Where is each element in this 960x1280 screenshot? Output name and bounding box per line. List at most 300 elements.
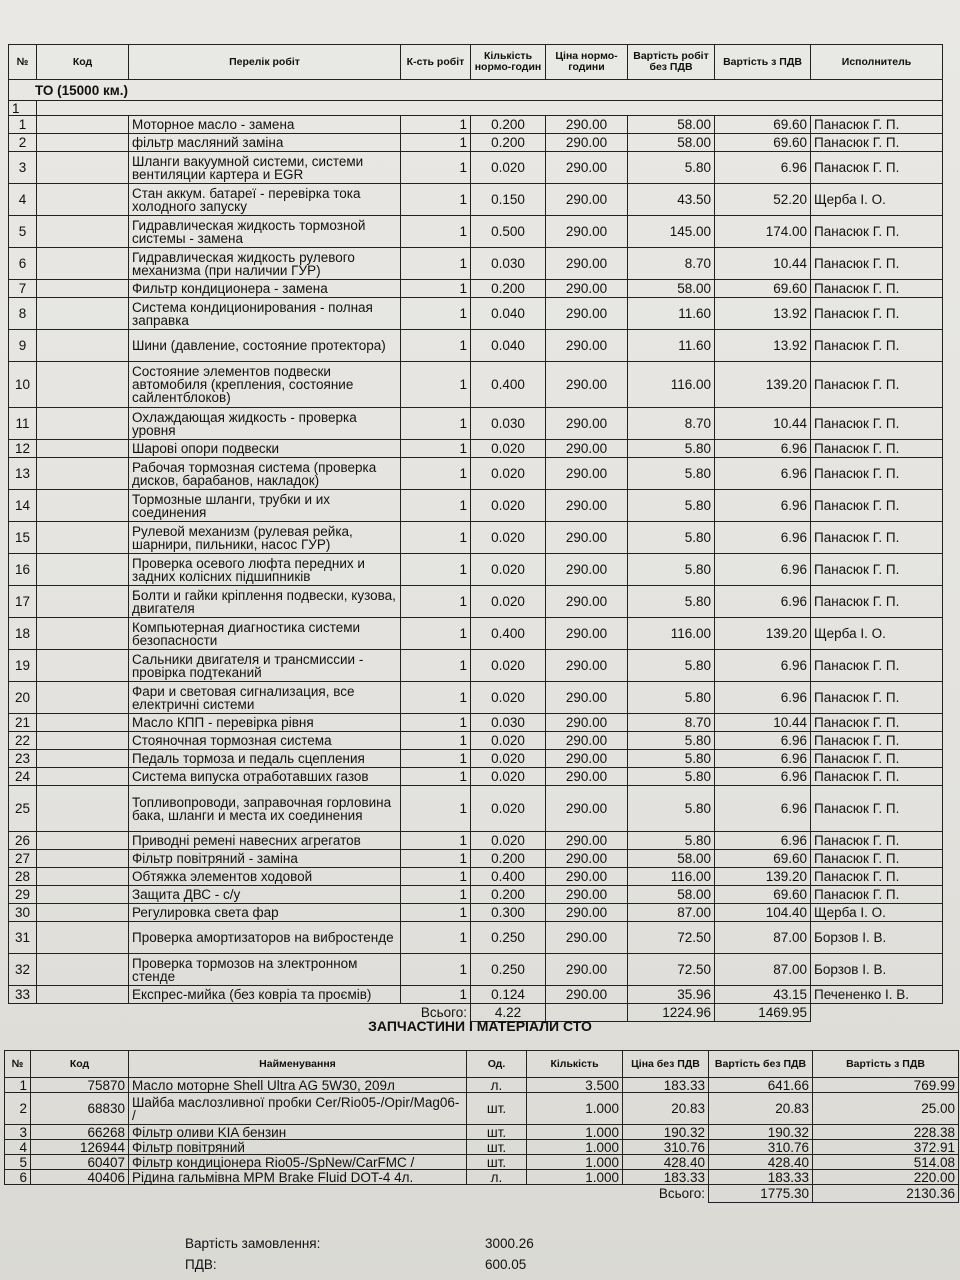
- works-table: [8, 44, 943, 1022]
- work-hours: 0.500: [471, 216, 546, 248]
- work-qty: 1: [401, 954, 471, 986]
- work-cost-vat: 69.60: [715, 280, 811, 298]
- work-num: 29: [9, 886, 37, 904]
- work-executor: Панасюк Г. П.: [811, 116, 943, 134]
- part-unit: шт.: [467, 1125, 527, 1140]
- work-num: 18: [9, 618, 37, 650]
- work-cost: 58.00: [628, 280, 715, 298]
- part-qty: 1.000: [527, 1155, 623, 1170]
- work-cost-vat: 10.44: [715, 248, 811, 280]
- work-num: 11: [9, 408, 37, 440]
- work-hours: 0.020: [471, 586, 546, 618]
- work-code: [37, 586, 129, 618]
- work-num: 1: [9, 116, 37, 134]
- work-row: [9, 586, 943, 618]
- col-hours: Кількість нормо-годин: [471, 45, 546, 80]
- work-num: 16: [9, 554, 37, 586]
- work-cost-vat: 6.96: [715, 650, 811, 682]
- work-hours: 0.020: [471, 490, 546, 522]
- work-executor: Панасюк Г. П.: [811, 330, 943, 362]
- work-code: [37, 732, 129, 750]
- parts-total-row: [5, 1185, 959, 1203]
- work-executor: Щерба І. О.: [811, 904, 943, 922]
- work-cost: 5.80: [628, 586, 715, 618]
- work-price: 290.00: [546, 682, 628, 714]
- part-price: 183.33: [623, 1078, 709, 1093]
- section-title: ТО (15000 км.): [9, 80, 943, 101]
- work-qty: 1: [401, 298, 471, 330]
- work-executor: Панасюк Г. П.: [811, 786, 943, 832]
- work-code: [37, 440, 129, 458]
- work-num: 19: [9, 650, 37, 682]
- work-code: [37, 954, 129, 986]
- work-cost: 5.80: [628, 650, 715, 682]
- work-name: Моторное масло - замена: [129, 116, 401, 134]
- work-hours: 0.400: [471, 868, 546, 886]
- work-hours: 0.020: [471, 152, 546, 184]
- parts-col-num: №: [5, 1051, 31, 1078]
- work-executor: Панасюк Г. П.: [811, 886, 943, 904]
- work-cost: 5.80: [628, 832, 715, 850]
- work-num: 10: [9, 362, 37, 408]
- work-code: [37, 786, 129, 832]
- works-total-label: Всього:: [420, 1005, 467, 1021]
- work-num: 24: [9, 768, 37, 786]
- parts-table: [4, 1050, 959, 1203]
- work-num: 12: [9, 440, 37, 458]
- work-hours: 0.030: [471, 714, 546, 732]
- part-code: 60407: [31, 1155, 129, 1170]
- order-total-label: Вартість замовлення:: [185, 1236, 321, 1251]
- work-price: 290.00: [546, 522, 628, 554]
- work-code: [37, 298, 129, 330]
- work-row: [9, 298, 943, 330]
- work-code: [37, 682, 129, 714]
- work-hours: 0.200: [471, 850, 546, 868]
- work-num: 28: [9, 868, 37, 886]
- part-num: 1: [5, 1078, 31, 1093]
- part-unit: шт.: [467, 1093, 527, 1125]
- work-num: 26: [9, 832, 37, 850]
- work-price: 290.00: [546, 650, 628, 682]
- work-name: Стан аккум. батареї - перевірка тока холодного запуску: [129, 184, 401, 216]
- work-row: [9, 522, 943, 554]
- work-row: [9, 786, 943, 832]
- parts-total-cost-vat: 2130.36: [813, 1185, 959, 1203]
- part-code: 75870: [31, 1078, 129, 1093]
- work-hours: 0.300: [471, 904, 546, 922]
- work-row: [9, 750, 943, 768]
- work-price: 290.00: [546, 330, 628, 362]
- work-num: 6: [9, 248, 37, 280]
- work-code: [37, 280, 129, 298]
- work-name: Рабочая тормозная система (проверка дисков, барабанов, накладок): [129, 458, 401, 490]
- work-row: [9, 248, 943, 280]
- work-qty: 1: [401, 554, 471, 586]
- work-price: 290.00: [546, 922, 628, 954]
- work-qty: 1: [401, 152, 471, 184]
- part-code: 68830: [31, 1093, 129, 1125]
- work-qty: 1: [401, 362, 471, 408]
- part-unit: л.: [467, 1170, 527, 1185]
- work-cost: 5.80: [628, 522, 715, 554]
- work-row: [9, 732, 943, 750]
- part-num: 2: [5, 1093, 31, 1125]
- work-cost: 5.80: [628, 458, 715, 490]
- work-cost-vat: 6.96: [715, 586, 811, 618]
- work-executor: Борзов І. В.: [811, 922, 943, 954]
- work-code: [37, 850, 129, 868]
- work-code: [37, 886, 129, 904]
- part-price: 183.33: [623, 1170, 709, 1185]
- work-name: Компьютерная диагностика системи безопасности: [129, 618, 401, 650]
- parts-row: [5, 1140, 959, 1155]
- work-cost-vat: 6.96: [715, 732, 811, 750]
- parts-row: [5, 1170, 959, 1185]
- col-code: Код: [37, 45, 129, 80]
- work-qty: 1: [401, 732, 471, 750]
- parts-row: [5, 1155, 959, 1170]
- works-total-cost-vat: 1469.95: [715, 1004, 811, 1022]
- section-row: [9, 80, 943, 101]
- work-qty: 1: [401, 248, 471, 280]
- work-row: [9, 408, 943, 440]
- work-executor: Панасюк Г. П.: [811, 152, 943, 184]
- work-cost: 145.00: [628, 216, 715, 248]
- work-name: Сальники двигателя и трансмиссии - провірка подтеканий: [129, 650, 401, 682]
- work-cost: 5.80: [628, 682, 715, 714]
- work-name: Проверка осевого люфта передних и задних колісних підшипників: [129, 554, 401, 586]
- work-cost: 58.00: [628, 850, 715, 868]
- work-cost-vat: 6.96: [715, 440, 811, 458]
- part-qty: 1.000: [527, 1093, 623, 1125]
- work-hours: 0.200: [471, 886, 546, 904]
- work-executor: Панасюк Г. П.: [811, 714, 943, 732]
- work-executor: Панасюк Г. П.: [811, 868, 943, 886]
- work-cost-vat: 6.96: [715, 554, 811, 586]
- work-price: 290.00: [546, 832, 628, 850]
- work-row: [9, 922, 943, 954]
- works-header-row: [9, 45, 943, 80]
- part-cost-vat: 372.91: [813, 1140, 959, 1155]
- work-num: 27: [9, 850, 37, 868]
- part-qty: 1.000: [527, 1170, 623, 1185]
- work-name: Проверка амортизаторов на вибростенде: [129, 922, 401, 954]
- parts-total-label: Всього:: [658, 1186, 705, 1201]
- work-cost: 58.00: [628, 116, 715, 134]
- parts-col-code: Код: [31, 1051, 129, 1078]
- work-hours: 0.040: [471, 298, 546, 330]
- work-price: 290.00: [546, 440, 628, 458]
- work-row: [9, 490, 943, 522]
- work-row: [9, 904, 943, 922]
- work-name: Обтяжка элементов ходовой: [129, 868, 401, 886]
- works-total-hours: 4.22: [471, 1004, 546, 1022]
- work-executor: Панасюк Г. П.: [811, 440, 943, 458]
- work-code: [37, 490, 129, 522]
- work-code: [37, 184, 129, 216]
- work-cost-vat: 139.20: [715, 868, 811, 886]
- work-name: Защита ДВС - с/у: [129, 886, 401, 904]
- work-cost: 72.50: [628, 922, 715, 954]
- part-cost: 183.33: [709, 1170, 813, 1185]
- work-cost: 5.80: [628, 152, 715, 184]
- work-price: 290.00: [546, 986, 628, 1004]
- work-cost: 8.70: [628, 714, 715, 732]
- work-qty: 1: [401, 886, 471, 904]
- work-qty: 1: [401, 904, 471, 922]
- work-num: 8: [9, 298, 37, 330]
- work-qty: 1: [401, 408, 471, 440]
- work-cost-vat: 6.96: [715, 750, 811, 768]
- work-price: 290.00: [546, 184, 628, 216]
- work-qty: 1: [401, 184, 471, 216]
- parts-row: [5, 1078, 959, 1093]
- work-num: 20: [9, 682, 37, 714]
- parts-row: [5, 1125, 959, 1140]
- part-price: 428.40: [623, 1155, 709, 1170]
- parts-header-row: [5, 1051, 959, 1078]
- work-num: 32: [9, 954, 37, 986]
- work-price: 290.00: [546, 586, 628, 618]
- blank-row-num: 1: [9, 101, 37, 116]
- work-price: 290.00: [546, 750, 628, 768]
- work-price: 290.00: [546, 850, 628, 868]
- work-qty: 1: [401, 522, 471, 554]
- work-num: 2: [9, 134, 37, 152]
- work-hours: 0.020: [471, 832, 546, 850]
- work-num: 15: [9, 522, 37, 554]
- work-code: [37, 330, 129, 362]
- work-row: [9, 832, 943, 850]
- work-row: [9, 134, 943, 152]
- work-cost-vat: 104.40: [715, 904, 811, 922]
- work-cost-vat: 139.20: [715, 618, 811, 650]
- work-price: 290.00: [546, 554, 628, 586]
- work-hours: 0.020: [471, 786, 546, 832]
- work-price: 290.00: [546, 362, 628, 408]
- work-name: Гидравлическая жидкость рулевого механизма (при наличии ГУР): [129, 248, 401, 280]
- work-row: [9, 116, 943, 134]
- work-cost-vat: 6.96: [715, 152, 811, 184]
- work-num: 31: [9, 922, 37, 954]
- work-name: Педаль тормоза и педаль сцепления: [129, 750, 401, 768]
- part-name: Фільтр кондиціонера Rio05-/SpNew/CarFMC /: [129, 1155, 467, 1170]
- work-hours: 0.020: [471, 750, 546, 768]
- work-price: 290.00: [546, 458, 628, 490]
- work-code: [37, 922, 129, 954]
- work-code: [37, 134, 129, 152]
- col-cost-vat: Вартість з ПДВ: [715, 45, 811, 80]
- work-name: Фильтр кондиционера - замена: [129, 280, 401, 298]
- work-cost: 72.50: [628, 954, 715, 986]
- work-row: [9, 618, 943, 650]
- part-cost: 20.83: [709, 1093, 813, 1125]
- work-hours: 0.020: [471, 440, 546, 458]
- parts-row: [5, 1093, 959, 1125]
- work-qty: 1: [401, 850, 471, 868]
- work-price: 290.00: [546, 248, 628, 280]
- part-price: 20.83: [623, 1093, 709, 1125]
- work-qty: 1: [401, 280, 471, 298]
- work-cost-vat: 52.20: [715, 184, 811, 216]
- parts-title: ЗАПЧАСТИНИ І МАТЕРІАЛИ СТО: [368, 1018, 592, 1034]
- part-code: 66268: [31, 1125, 129, 1140]
- part-name: Рідина гальмівна MPM Brake Fluid DOT-4 4л.: [129, 1170, 467, 1185]
- work-code: [37, 116, 129, 134]
- work-price: 290.00: [546, 618, 628, 650]
- part-cost-vat: 25.00: [813, 1093, 959, 1125]
- col-name: Перелік робіт: [129, 45, 401, 80]
- work-hours: 0.200: [471, 280, 546, 298]
- work-cost-vat: 13.92: [715, 298, 811, 330]
- parts-col-price: Ціна без ПДВ: [623, 1051, 709, 1078]
- work-hours: 0.030: [471, 408, 546, 440]
- work-executor: Щерба І. О.: [811, 184, 943, 216]
- work-cost: 116.00: [628, 362, 715, 408]
- work-executor: Панасюк Г. П.: [811, 750, 943, 768]
- work-name: Гидравлическая жидкость тормозной системы - замена: [129, 216, 401, 248]
- work-hours: 0.020: [471, 554, 546, 586]
- work-name: Проверка тормозов на злектронном стенде: [129, 954, 401, 986]
- work-cost: 58.00: [628, 134, 715, 152]
- order-total-value: 3000.26: [485, 1236, 534, 1251]
- work-qty: 1: [401, 832, 471, 850]
- part-num: 4: [5, 1140, 31, 1155]
- col-cost: Вартість робіт без ПДВ: [628, 45, 715, 80]
- part-cost: 641.66: [709, 1078, 813, 1093]
- work-num: 22: [9, 732, 37, 750]
- work-cost: 11.60: [628, 330, 715, 362]
- part-num: 3: [5, 1125, 31, 1140]
- work-cost: 5.80: [628, 750, 715, 768]
- work-qty: 1: [401, 116, 471, 134]
- work-cost: 8.70: [628, 248, 715, 280]
- work-num: 7: [9, 280, 37, 298]
- work-cost: 58.00: [628, 886, 715, 904]
- work-cost: 116.00: [628, 868, 715, 886]
- work-cost-vat: 10.44: [715, 408, 811, 440]
- part-qty: 1.000: [527, 1125, 623, 1140]
- work-num: 25: [9, 786, 37, 832]
- work-cost: 5.80: [628, 768, 715, 786]
- work-row: [9, 280, 943, 298]
- work-row: [9, 868, 943, 886]
- work-code: [37, 986, 129, 1004]
- work-executor: Панасюк Г. П.: [811, 732, 943, 750]
- work-row: [9, 850, 943, 868]
- work-row: [9, 986, 943, 1004]
- work-num: 23: [9, 750, 37, 768]
- work-price: 290.00: [546, 216, 628, 248]
- work-cost: 5.80: [628, 786, 715, 832]
- work-cost: 11.60: [628, 298, 715, 330]
- work-executor: Панасюк Г. П.: [811, 650, 943, 682]
- vat-value: 600.05: [485, 1257, 527, 1272]
- col-price: Ціна нормо-години: [546, 45, 628, 80]
- work-hours: 0.150: [471, 184, 546, 216]
- work-hours: 0.124: [471, 986, 546, 1004]
- work-executor: Панасюк Г. П.: [811, 522, 943, 554]
- work-executor: Панасюк Г. П.: [811, 298, 943, 330]
- work-row: [9, 714, 943, 732]
- work-row: [9, 184, 943, 216]
- work-cost-vat: 6.96: [715, 458, 811, 490]
- work-price: 290.00: [546, 904, 628, 922]
- work-hours: 0.020: [471, 458, 546, 490]
- work-cost: 5.80: [628, 732, 715, 750]
- work-cost-vat: 10.44: [715, 714, 811, 732]
- part-unit: шт.: [467, 1140, 527, 1155]
- work-code: [37, 832, 129, 850]
- part-code: 40406: [31, 1170, 129, 1185]
- work-qty: 1: [401, 618, 471, 650]
- work-executor: Панасюк Г. П.: [811, 682, 943, 714]
- work-cost-vat: 69.60: [715, 850, 811, 868]
- work-executor: Панасюк Г. П.: [811, 768, 943, 786]
- blank-row: [9, 101, 943, 116]
- work-row: [9, 650, 943, 682]
- work-code: [37, 750, 129, 768]
- parts-col-qty: Кількість: [527, 1051, 623, 1078]
- work-qty: 1: [401, 134, 471, 152]
- work-cost-vat: 69.60: [715, 886, 811, 904]
- work-name: Рулевой механизм (рулевая рейка, шарнири, пильники, насос ГУР): [129, 522, 401, 554]
- work-name: Система кондиционирования - полная заправка: [129, 298, 401, 330]
- work-code: [37, 618, 129, 650]
- work-hours: 0.020: [471, 650, 546, 682]
- work-name: Топливопроводи, заправочная горловина бака, шланги и места их соединения: [129, 786, 401, 832]
- part-unit: шт.: [467, 1155, 527, 1170]
- work-qty: 1: [401, 586, 471, 618]
- work-price: 290.00: [546, 134, 628, 152]
- work-price: 290.00: [546, 886, 628, 904]
- work-hours: 0.020: [471, 768, 546, 786]
- work-hours: 0.200: [471, 134, 546, 152]
- work-qty: 1: [401, 216, 471, 248]
- work-name: Стояночная тормозная система: [129, 732, 401, 750]
- work-hours: 0.030: [471, 248, 546, 280]
- work-name: Приводні ремені навесних агрегатов: [129, 832, 401, 850]
- work-num: 3: [9, 152, 37, 184]
- work-cost-vat: 87.00: [715, 954, 811, 986]
- part-qty: 3.500: [527, 1078, 623, 1093]
- work-cost-vat: 6.96: [715, 490, 811, 522]
- work-code: [37, 554, 129, 586]
- work-name: Тормозные шланги, трубки и их соединения: [129, 490, 401, 522]
- part-cost-vat: 228.38: [813, 1125, 959, 1140]
- work-code: [37, 248, 129, 280]
- work-price: 290.00: [546, 152, 628, 184]
- part-name: Масло моторне Shell Ultra AG 5W30, 209л: [129, 1078, 467, 1093]
- work-hours: 0.020: [471, 682, 546, 714]
- work-name: Болти и гайки кріплення подвески, кузова, двигателя: [129, 586, 401, 618]
- part-num: 5: [5, 1155, 31, 1170]
- work-executor: Панасюк Г. П.: [811, 280, 943, 298]
- part-num: 6: [5, 1170, 31, 1185]
- col-qty: К-сть робіт: [401, 45, 471, 80]
- work-row: [9, 682, 943, 714]
- work-executor: Панасюк Г. П.: [811, 248, 943, 280]
- work-executor: Борзов І. В.: [811, 954, 943, 986]
- work-name: Експрес-мийка (без ковріа та проємів): [129, 986, 401, 1004]
- part-cost: 428.40: [709, 1155, 813, 1170]
- work-cost: 35.96: [628, 986, 715, 1004]
- work-executor: Панасюк Г. П.: [811, 554, 943, 586]
- work-num: 9: [9, 330, 37, 362]
- work-name: Регулировка света фар: [129, 904, 401, 922]
- work-cost-vat: 69.60: [715, 116, 811, 134]
